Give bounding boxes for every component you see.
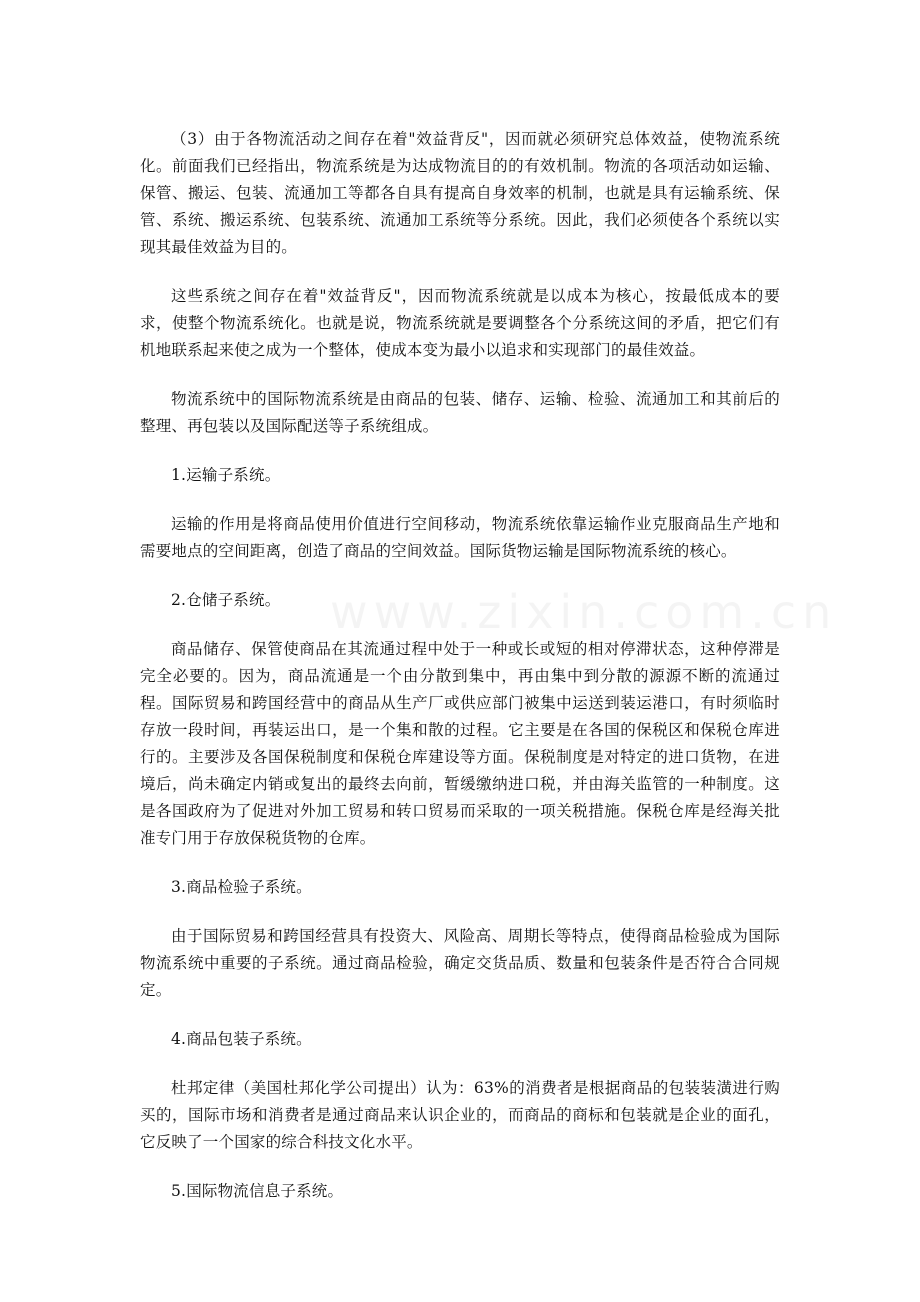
paragraph-storage: 商品储存、保管使商品在其流通过程中处于一种或长或短的相对停滞状态，这种停滞是完全必要的。因为，商品流通是一个由分散到集中，再由集中到分散的源源不断的流通过程。国际贸易和跨国经营中的商品从生产厂或供应部门被集中运送到装运港口，有时须临时存放一段时间，再装运出口，是一个集和散的过程。它主要是在各国的保税区和保税仓库进行的。主要涉及各国保税制度和保税仓库建设等方面。保税制度是对特定的进口货物，在进境后，尚未确定内销或复出的最终去向前，暂缓缴纳进口税，并由海关监管的一种制度。这是各国政府为了促进对外加工贸易和转口贸易而采取的一项关税措施。保税仓库是经海关批准专门用于存放保税货物的仓库。 [140,640,780,847]
heading-information-subsystem: 5.国际物流信息子系统。 [171,1182,344,1200]
paragraph-transport: 运输的作用是将商品使用价值进行空间移动，物流系统依靠运输作业克服商品生产地和需要地点的空间距离，创造了商品的空间效益。国际货物运输是国际物流系统的核心。 [140,515,780,560]
document-body [140,126,780,1227]
heading-packaging-subsystem: 4.商品包装子系统。 [171,1030,312,1048]
paragraph-inspection: 由于国际贸易和跨国经营具有投资大、风险高、周期长等特点，使得商品检验成为国际物流系统中重要的子系统。通过商品检验，确定交货品质、数量和包装条件是否符合合同规定。 [140,927,780,999]
paragraph-cost-core: 这些系统之间存在着"效益背反"，因而物流系统就是以成本为核心，按最低成本的要求，使整个物流系统化。也就是说，物流系统就是要调整各个分系统这间的矛盾，把它们有机地联系起来使之成为一个整体，使成本变为最小以追求和实现部门的最佳效益。 [140,287,780,359]
heading-transport-subsystem: 1.运输子系统。 [171,466,281,484]
paragraph-international-system: 物流系统中的国际物流系统是由商品的包装、储存、运输、检验、流通加工和其前后的整理、再包装以及国际配送等子系统组成。 [140,390,780,435]
heading-storage-subsystem: 2.仓储子系统。 [171,591,281,609]
paragraph-effect-tradeoff: （3）由于各物流活动之间存在着"效益背反"，因而就必须研究总体效益，使物流系统化。前面我们已经指出，物流系统是为达成物流目的的有效机制。物流的各项活动如运输、保管、搬运、包装、流通加工等都各自具有提高自身效率的机制，也就是具有运输系统、保管、系统、搬运系统、包装系统、流通加工系统等分系统。因此，我们必须使各个系统以实现其最佳效益为目的。 [140,130,780,256]
heading-inspection-subsystem: 3.商品检验子系统。 [171,878,312,896]
paragraph-packaging: 杜邦定律（美国杜邦化学公司提出）认为：63%的消费者是根据商品的包装装潢进行购买的，国际市场和消费者是通过商品来认识企业的，而商品的商标和包装就是企业的面孔，它反映了一个国家的综合科技文化水平。 [140,1079,780,1151]
